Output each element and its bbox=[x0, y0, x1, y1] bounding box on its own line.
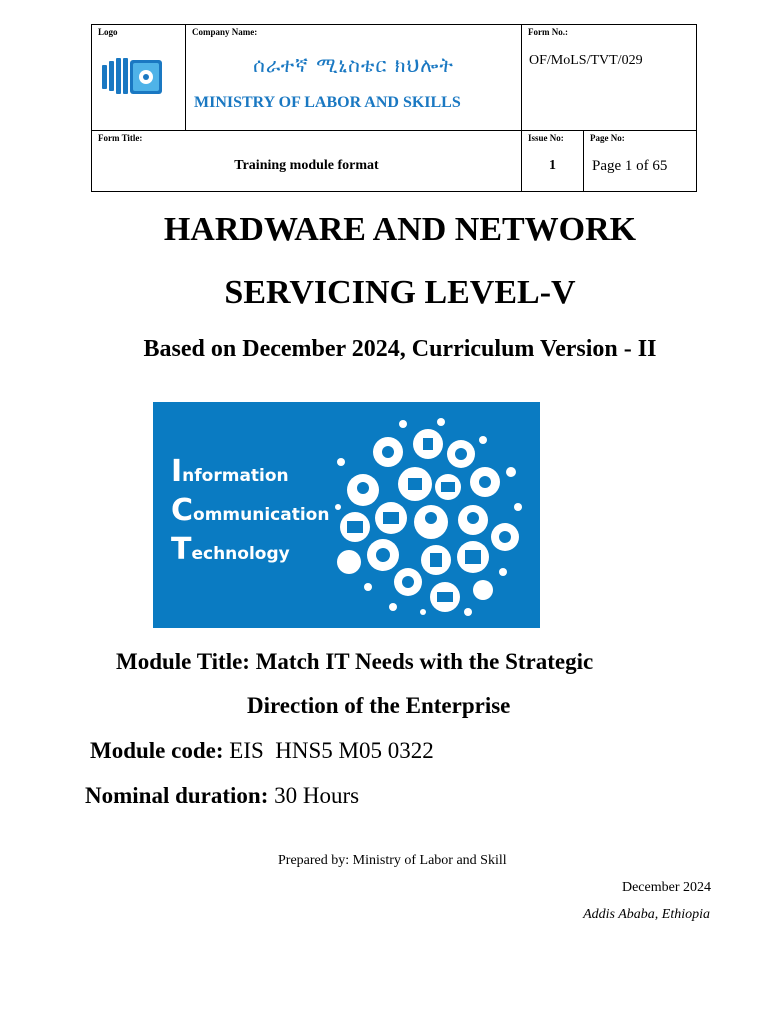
form-number: OF/MoLS/TVT/029 bbox=[529, 53, 643, 68]
nominal-duration: 30 Hours bbox=[274, 783, 360, 808]
page-number-cell bbox=[583, 130, 697, 192]
company-name-amharic: ሰራተኛ ሚኒስቴር ክህሎት bbox=[253, 53, 454, 77]
ict-icon-cluster-icon bbox=[333, 412, 533, 622]
ict-rest-communication: ommunication bbox=[193, 505, 330, 525]
form-header-table bbox=[91, 24, 697, 192]
issue-number: 1 bbox=[549, 158, 556, 173]
ict-initial-t: T bbox=[171, 532, 192, 567]
module-code-label: Module code: bbox=[90, 738, 224, 763]
ict-line-technology bbox=[171, 532, 290, 567]
form-number-cell bbox=[521, 24, 697, 131]
ict-initial-i: I bbox=[171, 454, 183, 489]
page-number: Page 1 of 65 bbox=[592, 158, 668, 174]
module-title-text-2: Direction of the Enterprise bbox=[247, 693, 511, 718]
form-title-cell bbox=[91, 130, 522, 192]
page-number-label: Page No: bbox=[590, 133, 625, 143]
publication-place: Addis Ababa, Ethiopia bbox=[583, 907, 710, 922]
ministry-logo-icon bbox=[102, 55, 166, 97]
module-title-label: Module Title: bbox=[116, 649, 250, 674]
module-code-line bbox=[90, 738, 434, 764]
logo-label: Logo bbox=[98, 27, 118, 37]
issue-cell bbox=[521, 130, 584, 192]
curriculum-basis: Based on December 2024, Curriculum Version - II bbox=[143, 336, 657, 362]
issue-label: Issue No: bbox=[528, 133, 564, 143]
form-title-label: Form Title: bbox=[98, 133, 143, 143]
module-title-line2 bbox=[247, 693, 510, 719]
module-code: EIS HNS5 M05 0322 bbox=[229, 738, 434, 763]
ict-rest-technology: echnology bbox=[191, 544, 290, 564]
logo-cell bbox=[91, 24, 186, 131]
document-title-line1: HARDWARE AND NETWORK bbox=[163, 211, 637, 248]
company-label: Company Name: bbox=[192, 27, 258, 37]
nominal-duration-label: Nominal duration: bbox=[85, 783, 269, 808]
module-title-line1 bbox=[116, 649, 593, 675]
ict-line-communication bbox=[171, 493, 329, 528]
ict-line-information bbox=[171, 454, 289, 489]
form-title: Training module format bbox=[234, 158, 379, 173]
module-title-text-1: Match IT Needs with the Strategic bbox=[255, 649, 594, 674]
prepared-by: Prepared by: Ministry of Labor and Skill bbox=[278, 853, 507, 868]
company-name: MINISTRY OF LABOR AND SKILLS bbox=[194, 94, 461, 111]
publication-date: December 2024 bbox=[621, 880, 711, 895]
ict-banner-image bbox=[153, 402, 540, 628]
ict-rest-information: nformation bbox=[182, 466, 289, 486]
form-number-label: Form No.: bbox=[528, 27, 568, 37]
company-cell bbox=[185, 24, 522, 131]
ict-initial-c: C bbox=[171, 493, 194, 528]
document-title-line2: SERVICING LEVEL-V bbox=[224, 274, 576, 311]
nominal-duration-line bbox=[85, 783, 359, 809]
